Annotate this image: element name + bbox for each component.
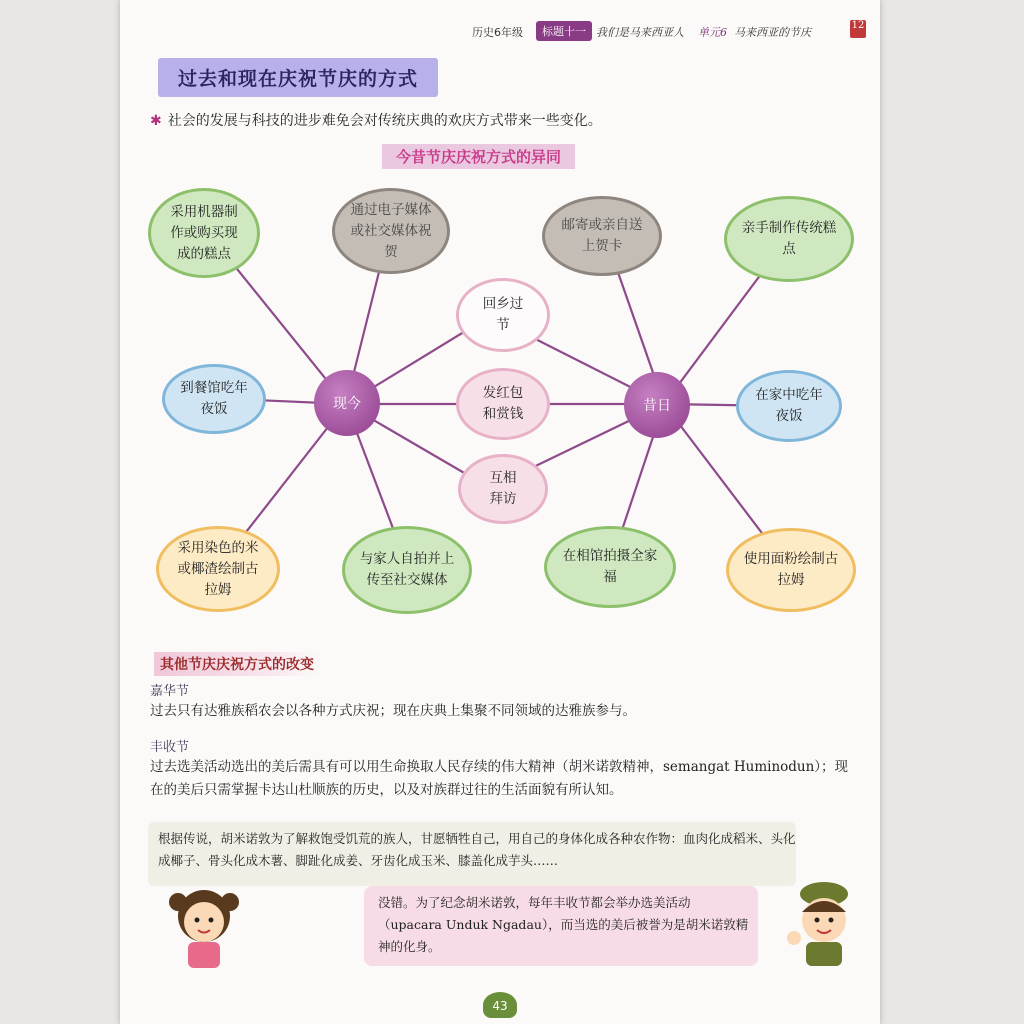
past-bubble-studio-photo: 在相馆拍摄全家福 [544,526,676,608]
diagram-title: 今昔节庆庆祝方式的异同 [382,144,575,169]
legend-note-text: 根据传说，胡米诺敦为了解救饱受饥荒的族人，甘愿牺牲自己，用自己的身体化成各种农作物：血肉化成稻米、头化成椰子、骨头化成木薯、脚趾化成姜、牙齿化成玉米、膝盖化成芋头…… [158,831,796,868]
header-title: 我们是马来西亚人 [596,26,684,39]
hub-present: 现今 [314,370,380,436]
girl-character-illustration [164,880,244,970]
intro-text: 社会的发展与科技的进步难免会对传统庆典的欢庆方式带来一些变化。 [167,113,602,129]
past-bubble-mailed-cards: 邮寄或亲自送上贺卡 [542,196,662,276]
present-bubble-family-selfie: 与家人自拍并上传至社交媒体 [342,526,472,614]
header-subject: 历史6年级 [472,26,523,39]
header-unit: 单元6 [698,26,727,39]
present-bubble-dyed-rice-kolam: 采用染色的米或椰渣绘制古拉姆 [156,526,280,612]
hub-past: 昔日 [624,372,690,438]
textbook-page [120,0,880,1024]
other-changes-title: 其他节庆庆祝方式的改变 [154,652,320,676]
star-bullet-icon: ✱ [150,113,162,129]
speech-bubble-text: 没错。为了纪念胡米诺敦，每年丰收节都会举办选美活动（upacara Unduk Ngadau），而当选的美后被誉为是胡米诺敦精神的化身。 [378,895,749,954]
festival-name-kaamatan-gawai: 嘉华节 [150,684,190,699]
header-corner-badge: 12 [850,20,866,38]
past-bubble-home-dinner: 在家中吃年夜饭 [736,370,842,442]
past-bubble-flour-kolam: 使用面粉绘制古拉姆 [726,528,856,612]
past-bubble-handmade-cakes: 亲手制作传统糕点 [724,196,854,282]
festival-text: 过去只有达雅族稻农会以各种方式庆祝；现在庆典上集聚不同领域的达雅族参与。 [150,703,636,719]
festival-text: 过去选美活动选出的美后需具有可以用生命换取人民存续的伟大精神（胡米诺敦精神，semangat Huminodun）；现在的美后只需掌握卡达山杜顺族的历史，以及对族群过往的生活面貌有所认知。 [150,759,849,798]
section-title: 过去和现在庆祝节庆的方式 [158,58,438,97]
common-bubble-return-home: 回乡过节 [456,278,550,352]
common-bubble-red-packets: 发红包和赏钱 [456,368,550,440]
festival-name-harvest: 丰收节 [150,740,190,755]
present-bubble-machine-cakes: 采用机器制作或购买现成的糕点 [148,188,260,278]
header-unit-title: 马来西亚的节庆 [734,26,811,39]
boy-character-illustration [780,876,864,968]
header-theme-badge: 标题十一 [536,21,592,41]
present-bubble-electronic-greetings: 通过电子媒体或社交媒体祝贺 [332,188,450,274]
common-bubble-visiting: 互相拜访 [458,454,548,524]
present-bubble-restaurant-dinner: 到餐馆吃年夜饭 [162,364,266,434]
page-number: 43 [483,992,517,1018]
